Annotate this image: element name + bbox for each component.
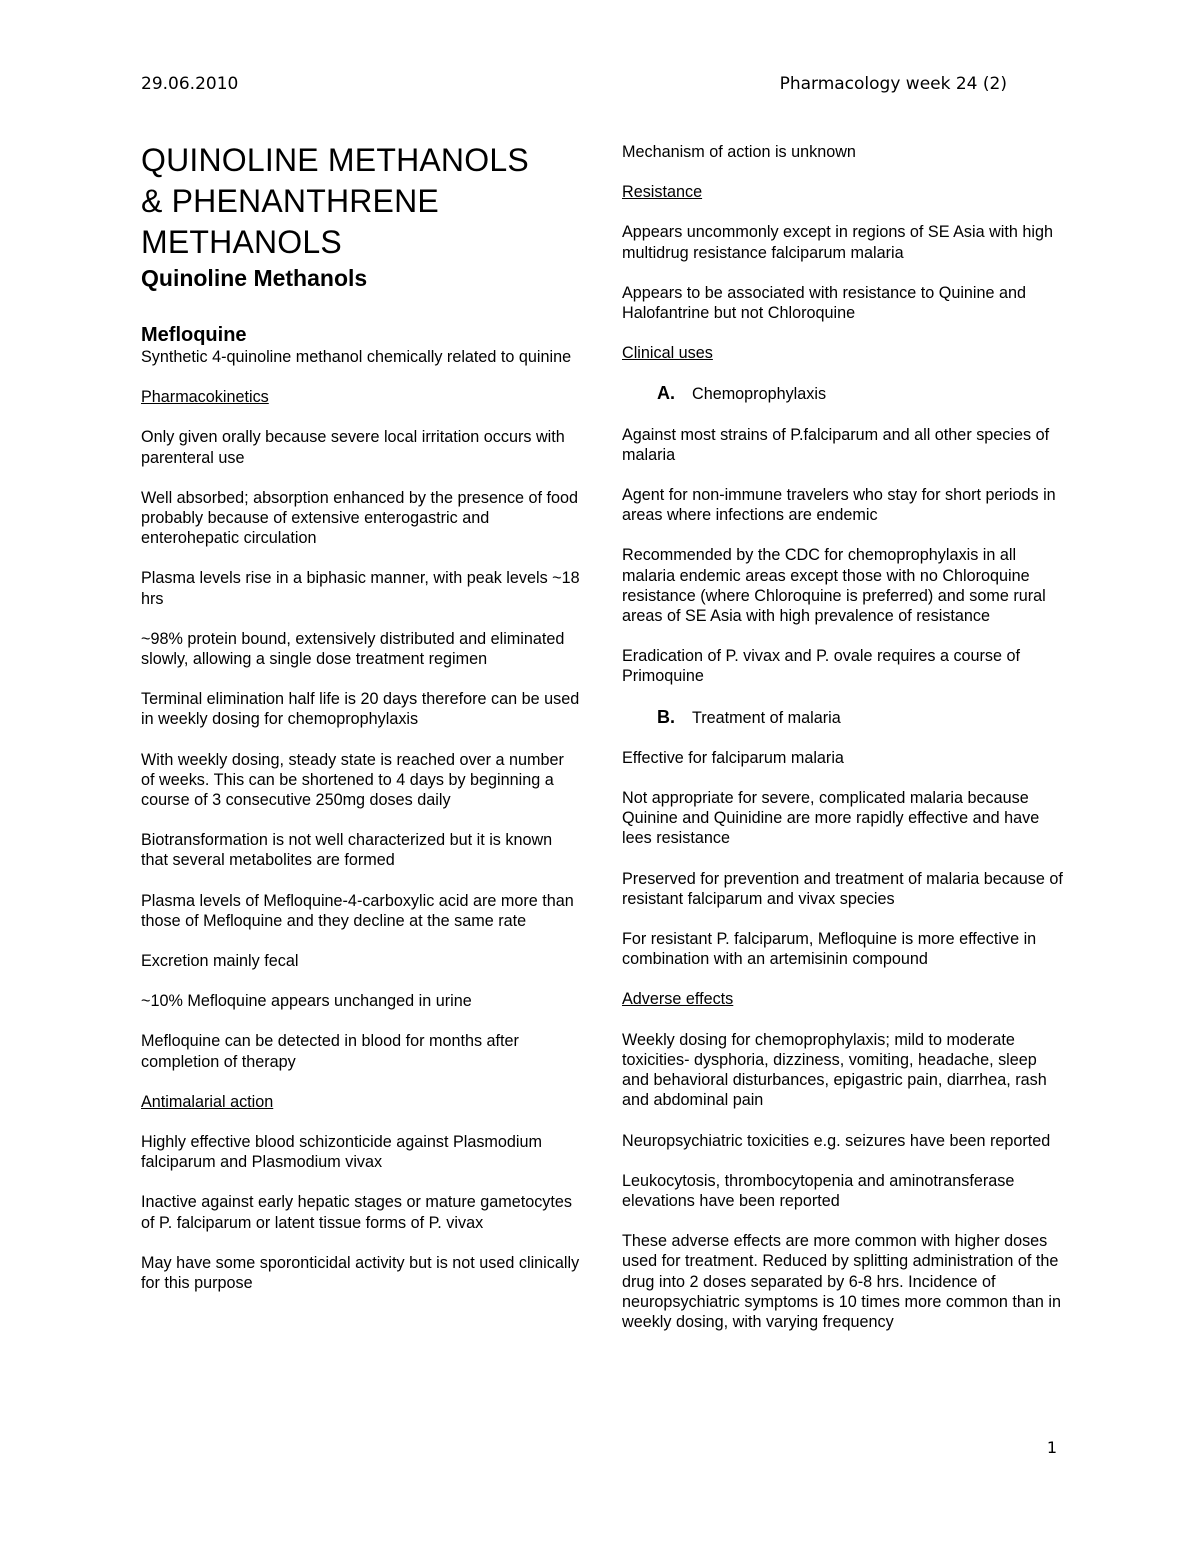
- clinical-paragraph: Agent for non-immune travelers who stay for short periods in areas where infections are endemic: [622, 486, 1056, 525]
- adverse-paragraph: Neuropsychiatric toxicities e.g. seizures have been reported: [622, 1131, 1051, 1150]
- subsection-b: [622, 707, 1067, 728]
- pk-paragraph: Terminal elimination half life is 20 days therefore can be used in weekly dosing for chemoprophylaxis: [141, 690, 580, 729]
- resistance-heading: Resistance: [622, 183, 703, 202]
- pk-paragraph: Mefloquine can be detected in blood for months after completion of therapy: [141, 1032, 519, 1071]
- pk-paragraph: Plasma levels of Mefloquine-4-carboxylic acid are more than those of Mefloquine and they decline at the same rate: [141, 891, 574, 930]
- antimalarial-paragraph: Highly effective blood schizonticide against Plasmodium falciparum and Plasmodium vivax: [141, 1133, 543, 1172]
- pk-paragraph: ~98% protein bound, extensively distributed and eliminated slowly, allowing a single dose treatment regimen: [141, 629, 565, 669]
- antimalarial-paragraph: May have some sporonticidal activity but is not used clinically for this purpose: [141, 1253, 580, 1293]
- pk-paragraph: Biotransformation is not well characterized but it is known that several metabolites are formed: [141, 831, 553, 870]
- pharmacokinetics-heading: Pharmacokinetics: [141, 388, 269, 407]
- pk-paragraph: With weekly dosing, steady state is reached over a number of weeks. This can be shortened to 4 days by beginning a course of 3 consecutive 250mg doses daily: [141, 750, 564, 810]
- section-subtitle: Quinoline Methanols: [141, 265, 368, 291]
- resistance-paragraph: Appears uncommonly except in regions of SE Asia with high multidrug resistance falciparum malaria: [622, 223, 1053, 262]
- pk-paragraph: Plasma levels rise in a biphasic manner, with peak levels ~18 hrs: [141, 569, 580, 608]
- subsection-letter: A.: [657, 383, 675, 404]
- header-course: Pharmacology week 24 (2): [779, 74, 1007, 94]
- clinical-uses-heading: Clinical uses: [622, 344, 713, 363]
- clinical-paragraph: Preserved for prevention and treatment of malaria because of resistant falciparum and vivax species: [622, 869, 1063, 908]
- page-number: 1: [1046, 1438, 1057, 1457]
- header-date: 29.06.2010: [141, 74, 239, 94]
- title-line: & PHENANTHRENE: [141, 183, 439, 219]
- mechanism-text: Mechanism of action is unknown: [622, 143, 856, 161]
- page-title: [141, 140, 581, 263]
- adverse-paragraph: Weekly dosing for chemoprophylaxis; mild to moderate toxicities- dysphoria, dizziness, vomiting, headache, sleep and behavioral disturbances, epigastric pain, diarrhea, rash and abdominal pain: [622, 1030, 1047, 1110]
- subsection-label: Chemoprophylaxis: [692, 385, 827, 404]
- adverse-paragraph: These adverse effects are more common with higher doses used for treatment. Reduced by splitting administration of the drug into 2 doses separated by 6-8 hrs. Incidence of neuropsychiatric symptoms is 10 times more common than in weekly dosing, with varying frequency: [622, 1232, 1062, 1331]
- pk-paragraph: Only given orally because severe local irritation occurs with parenteral use: [141, 428, 565, 467]
- antimalarial-heading: Antimalarial action: [141, 1092, 274, 1111]
- subsection-a: [622, 383, 1067, 404]
- subsection-label: Treatment of malaria: [692, 708, 841, 727]
- pk-paragraph: ~10% Mefloquine appears unchanged in urine: [141, 992, 472, 1011]
- title-line: QUINOLINE METHANOLS: [141, 142, 529, 178]
- clinical-paragraph: Eradication of P. vivax and P. ovale requires a course of Primoquine: [622, 647, 1021, 686]
- clinical-paragraph: Not appropriate for severe, complicated malaria because Quinine and Quinidine are more rapidly effective and have lees resistance: [622, 789, 1040, 848]
- pk-paragraph: Excretion mainly fecal: [141, 952, 299, 971]
- clinical-paragraph: Against most strains of P.falciparum and all other species of malaria: [622, 425, 1050, 464]
- antimalarial-paragraph: Inactive against early hepatic stages or mature gametocytes of P. falciparum or latent tissue forms of P. vivax: [141, 1193, 572, 1232]
- title-line: METHANOLS: [141, 224, 342, 260]
- right-column: [622, 142, 1067, 1352]
- left-column: [141, 140, 581, 1313]
- resistance-paragraph: Appears to be associated with resistance to Quinine and Halofantrine but not Chloroquine: [622, 283, 1027, 323]
- adverse-paragraph: Leukocytosis, thrombocytopenia and aminotransferase elevations have been reported: [622, 1171, 1015, 1210]
- drug-heading: Mefloquine: [141, 324, 247, 346]
- adverse-effects-heading: Adverse effects: [622, 990, 734, 1009]
- clinical-paragraph: For resistant P. falciparum, Mefloquine is more effective in combination with an artemisinin compound: [622, 930, 1037, 969]
- subsection-letter: B.: [657, 706, 675, 727]
- clinical-paragraph: Effective for falciparum malaria: [622, 748, 844, 767]
- clinical-paragraph: Recommended by the CDC for chemoprophylaxis in all malaria endemic areas except those with no Chloroquine resistance (where Chloroquine is preferred) and some rural areas of SE Asia with high prevalence of resistance: [622, 546, 1046, 626]
- drug-intro: Synthetic 4-quinoline methanol chemically related to quinine: [141, 348, 572, 366]
- pk-paragraph: Well absorbed; absorption enhanced by the presence of food probably because of extensive enterogastric and enterohepatic circulation: [141, 488, 579, 548]
